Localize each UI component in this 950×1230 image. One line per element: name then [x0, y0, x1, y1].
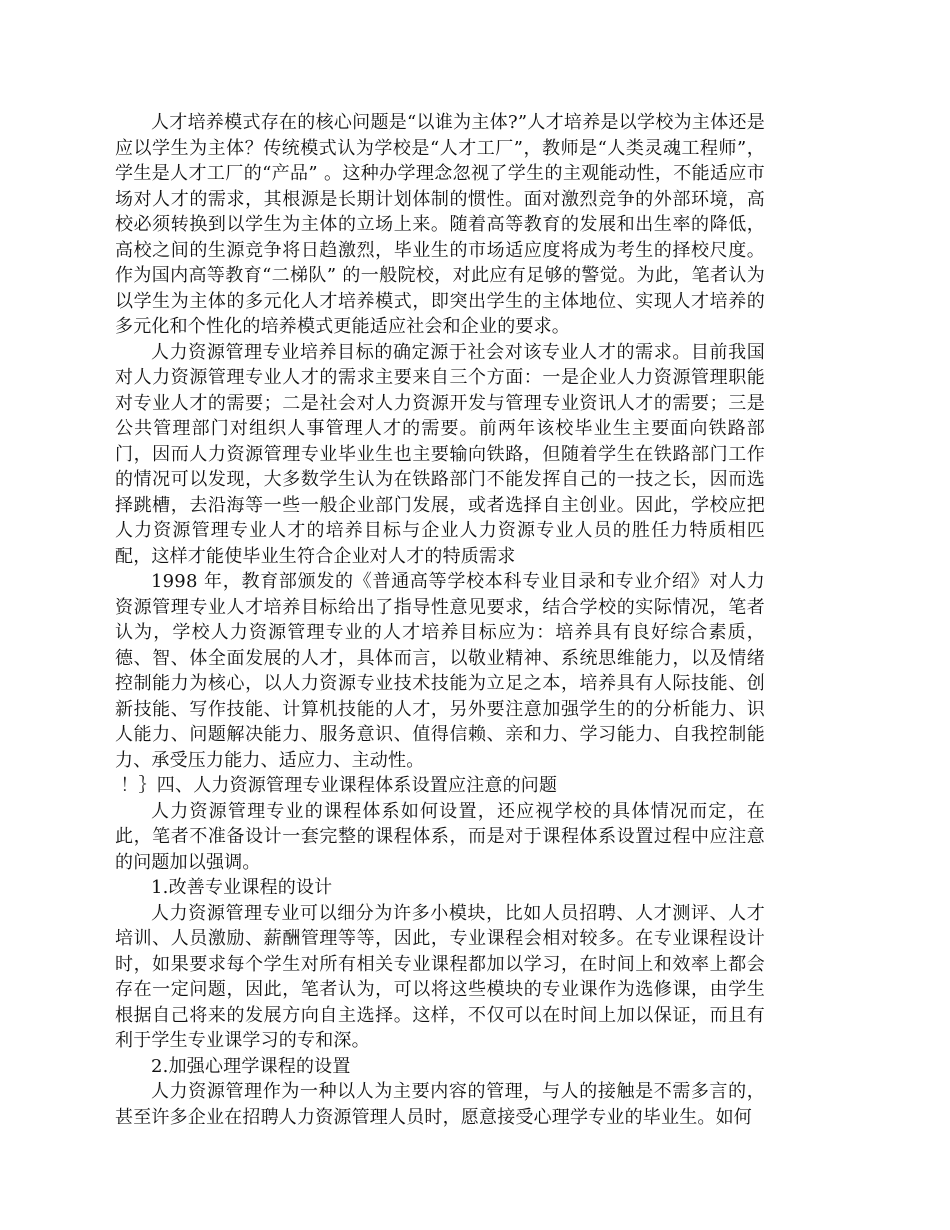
subheading-improve-courses: 1.改善专业课程的设计: [151, 877, 333, 898]
paragraph-curriculum-intro: 人力资源管理专业的课程体系如何设置，还应视学校的具体情况而定，在此，笔者不准备设计一套完整的课程体系，而是对于课程体系设置过程中应注意的问题加以强调。: [115, 800, 765, 873]
section-heading-curriculum: ！｝四、人力资源管理专业课程体系设置应注意的问题: [120, 775, 558, 796]
paragraph-psychology-courses: 人力资源管理作为一种以人为主要内容的管理，与人的接触是不需多言的，甚至许多企业在招聘人力资源管理人员时，愿意接受心理学专业的毕业生。如何: [115, 1081, 765, 1128]
document-body: [115, 110, 765, 1130]
paragraph-talent-model: 人才培养模式存在的核心问题是“以谁为主体?”人才培养是以学校为主体还是应以学生为主体？传统模式认为学校是“人才工厂”，教师是“人类灵魂工程师”，学生是人才工厂的“产品” 。这种办学理念忽视了学生的主观能动性，不能适应市场对人才的需求，其根源是长期计划体制的惯性。面对激烈竞争的外部环境，高校必须转换到以学生为主体的立场上来。随着高等教育的发展和出生率的降低，高校之间的生源竞争将日趋激烈，毕业生的市场适应度将成为考生的择校尺度。作为国内高等教育“二梯队” 的一般院校，对此应有足够的警觉。为此，笔者认为以学生为主体的多元化人才培养模式，即突出学生的主体地位、实现人才培养的多元化和个性化的培养模式更能适应社会和企业的要求。: [115, 112, 765, 337]
paragraph-training-goal-source: 人力资源管理专业培养目标的确定源于社会对该专业人才的需求。目前我国对人力资源管理专业人才的需求主要来自三个方面：一是企业人力资源管理职能对专业人才的需要；二是社会对人力资源开发与管理专业资讯人才的需要；三是公共管理部门对组织人事管理人才的需要。前两年该校毕业生主要面向铁路部门，因而人力资源管理专业毕业生也主要输向铁路，但随着学生在铁路部门工作的情况可以发现，大多数学生认为在铁路部门不能发挥自己的一技之长，因而选择跳槽，去沿海等一些一般企业部门发展，或者选择自主创业。因此，学校应把人力资源管理专业人才的培养目标与企业人力资源专业人员的胜任力特质相匹配，这样才能使毕业生符合企业对人才的特质需求: [115, 341, 765, 567]
paragraph-training-goal-1998: 1998 年，教育部颁发的《普通高等学校本科专业目录和专业介绍》对人力资源管理专业人才培养目标给出了指导性意见要求，结合学校的实际情况，笔者认为，学校人力资源管理专业的人才培养目标应为：培养具有良好综合素质，德、智、体全面发展的人才，具体而言，以敬业精神、系统思维能力，以及情绪控制能力为核心，以人力资源专业技术技能为立足之本，培养具有人际技能、创新技能、写作技能、计算机技能的人才，另外要注意加强学生的的分析能力、识人能力、问题解决能力、服务意识、值得信赖、亲和力、学习能力、自我控制能力、承受压力能力、适应力、主动性。: [115, 571, 765, 771]
subheading-psychology-courses: 2.加强心理学课程的设置: [151, 1055, 351, 1077]
paragraph-improve-courses: 人力资源管理专业可以细分为许多小模块，比如人员招聘、人才测评、人才培训、人员激励、薪酬管理等等，因此，专业课程会相对较多。在专业课程设计时，如果要求每个学生对所有相关专业课程都加以学习，在时间上和效率上都会存在一定问题，因此，笔者认为，可以将这些模块的专业课作为选修课，由学生根据自己将来的发展方向自主选择。这样，不仅可以在时间上加以保证，而且有利于学生专业课学习的专和深。: [115, 902, 765, 1051]
